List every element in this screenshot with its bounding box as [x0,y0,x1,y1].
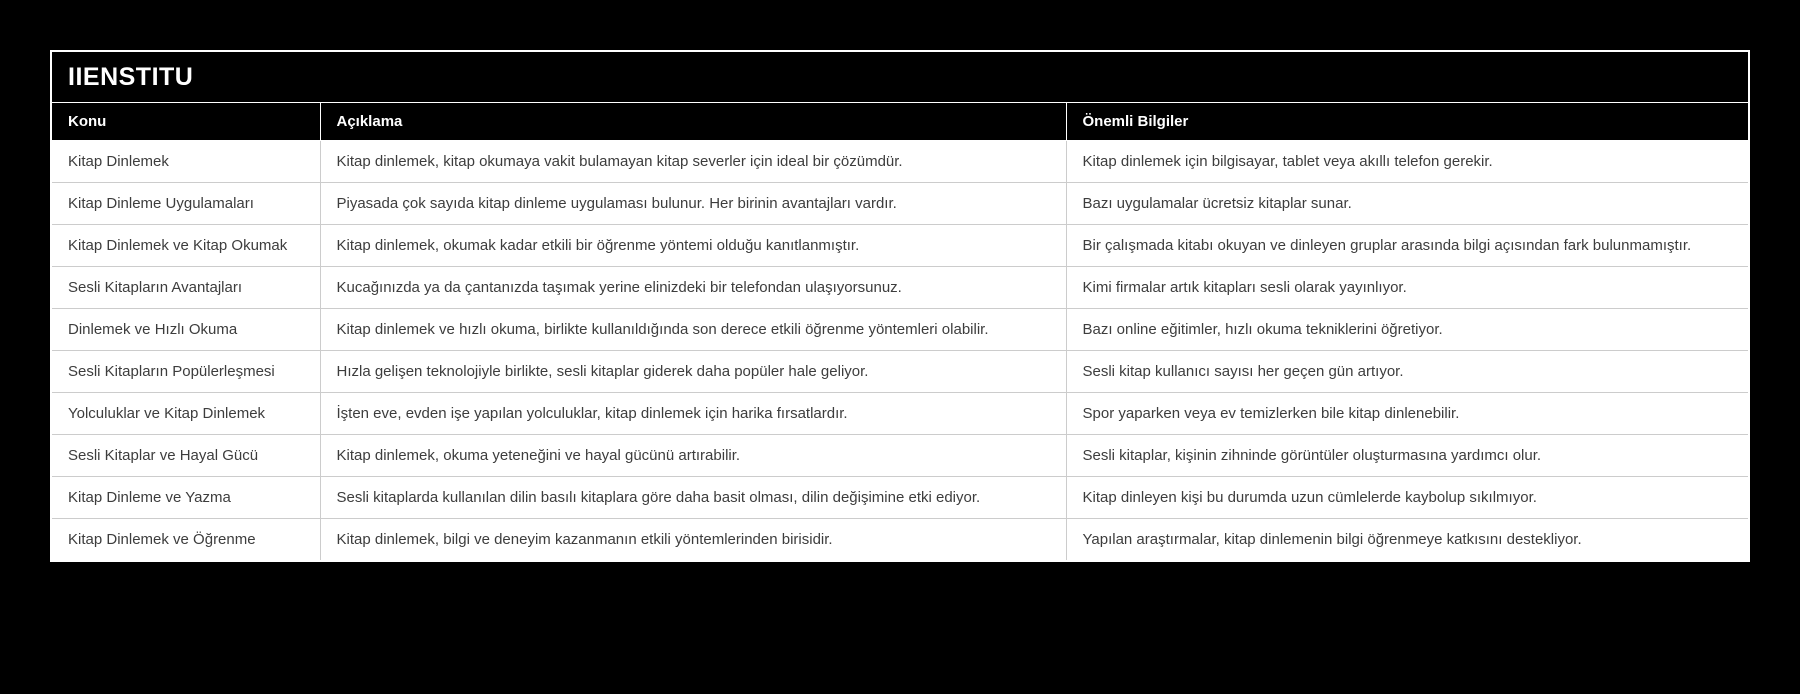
cell-onemli-bilgiler: Bazı uygulamalar ücretsiz kitaplar sunar. [1066,183,1748,225]
cell-konu: Kitap Dinlemek [52,141,320,183]
cell-onemli-bilgiler: Bazı online eğitimler, hızlı okuma tekniklerini öğretiyor. [1066,309,1748,351]
cell-onemli-bilgiler: Sesli kitap kullanıcı sayısı her geçen gün artıyor. [1066,351,1748,393]
column-header-aciklama: Açıklama [320,103,1066,141]
table-header-row [52,103,1748,141]
table-row [52,477,1748,519]
cell-onemli-bilgiler: Sesli kitaplar, kişinin zihninde görüntüler oluşturmasına yardımcı olur. [1066,435,1748,477]
cell-konu: Kitap Dinleme Uygulamaları [52,183,320,225]
table-row [52,141,1748,183]
cell-aciklama: İşten eve, evden işe yapılan yolculuklar, kitap dinlemek için harika fırsatlardır. [320,393,1066,435]
topics-table [52,102,1748,560]
cell-aciklama: Kitap dinlemek ve hızlı okuma, birlikte kullanıldığında son derece etkili öğrenme yöntemleri olabilir. [320,309,1066,351]
cell-konu: Sesli Kitapların Avantajları [52,267,320,309]
table-row [52,183,1748,225]
cell-aciklama: Kitap dinlemek, bilgi ve deneyim kazanmanın etkili yöntemlerinden birisidir. [320,519,1066,561]
cell-konu: Kitap Dinlemek ve Öğrenme [52,519,320,561]
cell-konu: Kitap Dinlemek ve Kitap Okumak [52,225,320,267]
cell-konu: Kitap Dinleme ve Yazma [52,477,320,519]
cell-konu: Sesli Kitaplar ve Hayal Gücü [52,435,320,477]
cell-aciklama: Sesli kitaplarda kullanılan dilin basılı kitaplara göre daha basit olması, dilin değişimine etki ediyor. [320,477,1066,519]
cell-aciklama: Kitap dinlemek, okumak kadar etkili bir öğrenme yöntemi olduğu kanıtlanmıştır. [320,225,1066,267]
table-row [52,267,1748,309]
table-row [52,393,1748,435]
table-row [52,351,1748,393]
cell-onemli-bilgiler: Spor yaparken veya ev temizlerken bile kitap dinlenebilir. [1066,393,1748,435]
cell-konu: Dinlemek ve Hızlı Okuma [52,309,320,351]
cell-aciklama: Hızla gelişen teknolojiyle birlikte, sesli kitaplar giderek daha popüler hale geliyor. [320,351,1066,393]
cell-aciklama: Kitap dinlemek, okuma yeteneğini ve hayal gücünü artırabilir. [320,435,1066,477]
table-row [52,309,1748,351]
cell-aciklama: Piyasada çok sayıda kitap dinleme uygulaması bulunur. Her birinin avantajları vardır. [320,183,1066,225]
page-title: IIENSTITU [52,52,1748,102]
cell-onemli-bilgiler: Bir çalışmada kitabı okuyan ve dinleyen gruplar arasında bilgi açısından fark bulunmamıştır. [1066,225,1748,267]
table-row [52,519,1748,561]
cell-onemli-bilgiler: Kitap dinlemek için bilgisayar, tablet veya akıllı telefon gerekir. [1066,141,1748,183]
column-header-onemli-bilgiler: Önemli Bilgiler [1066,103,1748,141]
table-row [52,225,1748,267]
table-body [52,141,1748,561]
cell-konu: Sesli Kitapların Popülerleşmesi [52,351,320,393]
cell-onemli-bilgiler: Yapılan araştırmalar, kitap dinlemenin bilgi öğrenmeye katkısını destekliyor. [1066,519,1748,561]
cell-aciklama: Kucağınızda ya da çantanızda taşımak yerine elinizdeki bir telefondan ulaşıyorsunuz. [320,267,1066,309]
content-panel [50,50,1750,562]
cell-konu: Yolculuklar ve Kitap Dinlemek [52,393,320,435]
cell-onemli-bilgiler: Kimi firmalar artık kitapları sesli olarak yayınlıyor. [1066,267,1748,309]
cell-onemli-bilgiler: Kitap dinleyen kişi bu durumda uzun cümlelerde kaybolup sıkılmıyor. [1066,477,1748,519]
column-header-konu: Konu [52,103,320,141]
cell-aciklama: Kitap dinlemek, kitap okumaya vakit bulamayan kitap severler için ideal bir çözümdür. [320,141,1066,183]
table-row [52,435,1748,477]
